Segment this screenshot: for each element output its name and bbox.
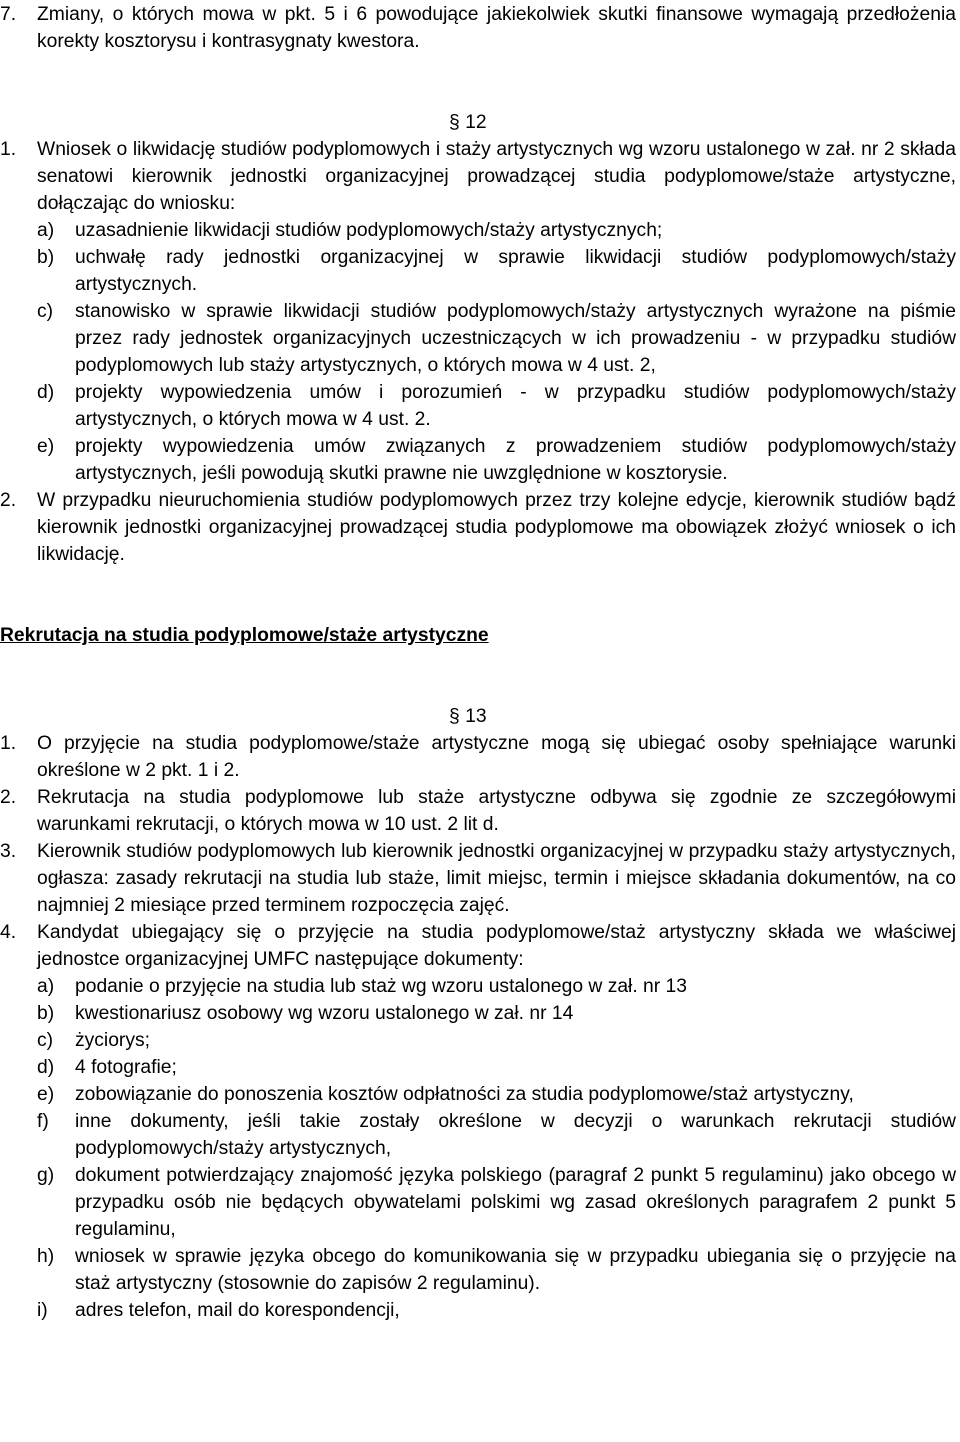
sub-item: g) dokument potwierdzający znajomość języka polskiego (paragraf 2 punkt 5 regulaminu) jako obcego w przypadku osób nie będących obywatelami polskimi wg zasad określonych paragrafem 2 punkt 5 regulaminu, <box>37 1165 956 1240</box>
section-heading: Rekrutacja na studia podyplomowe/staże artystyczne <box>0 625 489 646</box>
sub-item: a) podanie o przyjęcie na studia lub staż wg wzoru ustalonego w zał. nr 13 <box>37 976 688 997</box>
sub-list <box>0 973 956 1324</box>
item-number: 1. <box>0 139 17 160</box>
list-item: 1. O przyjęcie na studia podyplomowe/staże artystyczne mogą się ubiegać osoby spełniające warunki określone w 2 pkt. 1 i 2. <box>0 733 956 781</box>
list-item: 2. Rekrutacja na studia podyplomowe lub staże artystyczne odbywa się zgodnie ze szczegółowymi warunkami rekrutacji, o których mowa w 10 ust. 2 lit d. <box>0 787 956 835</box>
sub-item: d) 4 fotografie; <box>37 1057 177 1078</box>
item-number: 7. <box>0 4 17 25</box>
sub-item: a) uzasadnienie likwidacji studiów podyplomowych/staży artystycznych; <box>37 220 663 241</box>
sub-item: f) inne dokumenty, jeśli takie zostały określone w decyzji o warunkach rekrutacji studiów podyplomowych/staży artystycznych, <box>37 1111 956 1159</box>
list-item <box>0 1 956 55</box>
item-text: W przypadku nieuruchomienia studiów podyplomowych przez trzy kolejne edycje, kierownik studiów bądź kierownik jednostki organizacyjnej prowadzącej studia podyplomowe ma obowiązek złożyć wniosek o ich likwidację. <box>37 490 956 565</box>
sub-item: e) projekty wypowiedzenia umów związanych z prowadzeniem studiów podyplomowych/staży artystycznych, jeśli powodują skutki prawne nie uwzględnione w kosztorysie. <box>37 436 956 484</box>
section-sign-icon: § <box>449 112 460 133</box>
sub-item: h) wniosek w sprawie języka obcego do komunikowania się w przypadku ubiegania się o przyjęcie na staż artystyczny (stosownie do zapisów 2 regulaminu). <box>37 1246 956 1294</box>
item-number: 2. <box>0 490 17 511</box>
spacer <box>0 568 956 622</box>
spacer <box>0 649 956 703</box>
paragraph-mark: § 12 <box>449 112 487 133</box>
section-sign-icon: § <box>449 706 460 727</box>
sub-item: i) adres telefon, mail do korespondencji, <box>37 1300 400 1321</box>
sub-list <box>0 217 956 487</box>
list-item: 4. Kandydat ubiegający się o przyjęcie na studia podyplomowe/staż artystyczny składa we właściwej jednostce organizacyjnej UMFC następujące dokumenty: <box>0 922 956 970</box>
sub-item: c) stanowisko w sprawie likwidacji studiów podyplomowych/staży artystycznych wyrażone na piśmie przez rady jednostek organizacyjnych uczestniczących w ich prowadzeniu - w przypadku studiów podyplomowych lub staży artystycznych, o których mowa w 4 ust. 2, <box>37 301 956 376</box>
sub-item: e) zobowiązanie do ponoszenia kosztów odpłatności za studia podyplomowe/staż artystyczny, <box>37 1084 854 1105</box>
list-item: 3. Kierownik studiów podyplomowych lub kierownik jednostki organizacyjnej w przypadku staży artystycznych, ogłasza: zasady rekrutacji na studia lub staże, limit miejsc, termin i miejsce składania dokumentów, na co najmniej 2 miesiące przed terminem rozpoczęcia zajęć. <box>0 841 956 916</box>
sub-item: b) uchwałę rady jednostki organizacyjnej w sprawie likwidacji studiów podyplomowych/staży artystycznych. <box>37 247 956 295</box>
paragraph-mark: § 13 <box>449 706 487 727</box>
list-item <box>0 136 956 217</box>
item-text: Wniosek o likwidację studiów podyplomowych i staży artystycznych wg wzoru ustalonego w zał. nr 2 składa senatowi kierownik jednostki organizacyjnej prowadzącej studia podyplomowe/staże artystyczne, dołączając do wniosku: <box>37 139 956 214</box>
sub-item: c) życiorys; <box>37 1030 150 1051</box>
spacer <box>0 55 956 109</box>
list-item <box>0 487 956 568</box>
item-text: Zmiany, o których mowa w pkt. 5 i 6 powodujące jakiekolwiek skutki finansowe wymagają przedłożenia korekty kosztorysu i kontrasygnaty kwestora. <box>37 4 956 52</box>
sub-item: d) projekty wypowiedzenia umów i porozumień - w przypadku studiów podyplomowych/staży artystycznych, o których mowa w 4 ust. 2. <box>37 382 956 430</box>
sub-item: b) kwestionariusz osobowy wg wzoru ustalonego w zał. nr 14 <box>37 1003 574 1024</box>
